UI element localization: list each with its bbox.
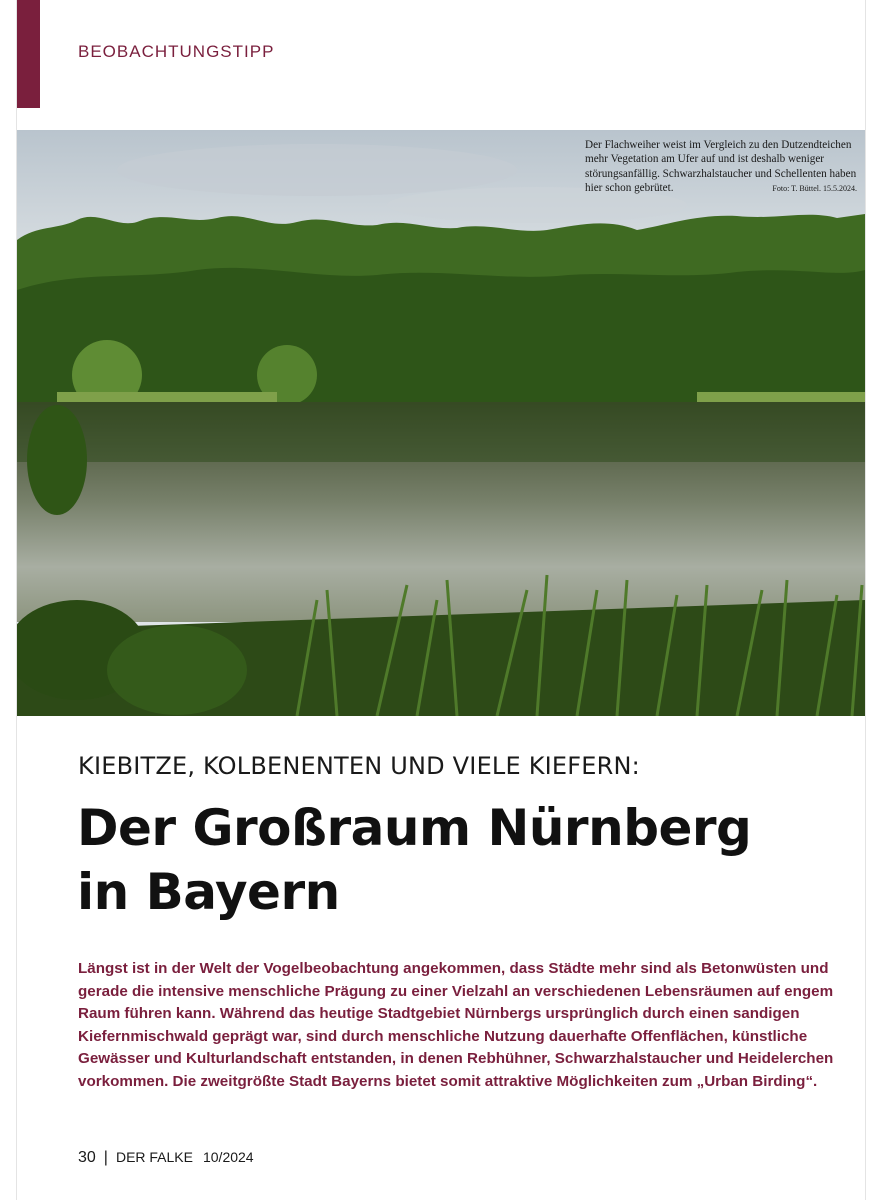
photo-credit: Foto: T. Büttel. 15.5.2024. (772, 183, 857, 193)
section-accent-bar (17, 0, 40, 108)
headline-line-2: in Bayern (77, 863, 340, 921)
caption-text: Der Flachweiher weist im Vergleich zu den Dutzendteichen mehr Vegetation am Ufer auf und ist deshalb weniger störungsanfällig. Schwarzhalstaucher und Schellenten haben hier schon gebrütet. (585, 139, 857, 195)
issue-number: 10/2024 (202, 1149, 254, 1165)
magazine-page (16, 0, 866, 1200)
page-footer (78, 1149, 254, 1167)
article-lead: Längst ist in der Welt der Vogelbeobachtung angekommen, dass Städte mehr sind als Betonwüsten und gerade die intensive menschliche Prägung zu einer Vielzahl an verschiedenen Lebensräumen auf engem Raum führen kann. Während das heutige Stadtgebiet Nürnbergs ursprünglich durch einen sandigen Kiefernmischwald geprägt war, sind durch menschliche Nutzung dauerhafte Offenflächen, künstliche Gewässer und Kulturlandschaft entstanden, in denen Rebhühner, Schwarzhalstaucher und Heidelerchen vorkommen. Die zweitgrößte Stadt Bayerns bietet somit attraktive Möglichkeiten zum „Urban Birding“. (78, 960, 834, 1090)
page-number: 30 (78, 1149, 96, 1166)
magazine-name: DER FALKE (115, 1149, 193, 1165)
footer-separator: | (103, 1149, 108, 1166)
lake-illustration (17, 130, 865, 716)
article-headline (77, 796, 837, 924)
lake-photo (17, 130, 865, 716)
article-overline: KIEBITZE, KOLBENENTEN UND VIELE KIEFERN: (78, 752, 640, 780)
section-label: BEOBACHTUNGSTIPP (78, 42, 275, 61)
photo-caption (585, 138, 857, 194)
headline-line-1: Der Großraum Nürnberg (77, 799, 752, 857)
